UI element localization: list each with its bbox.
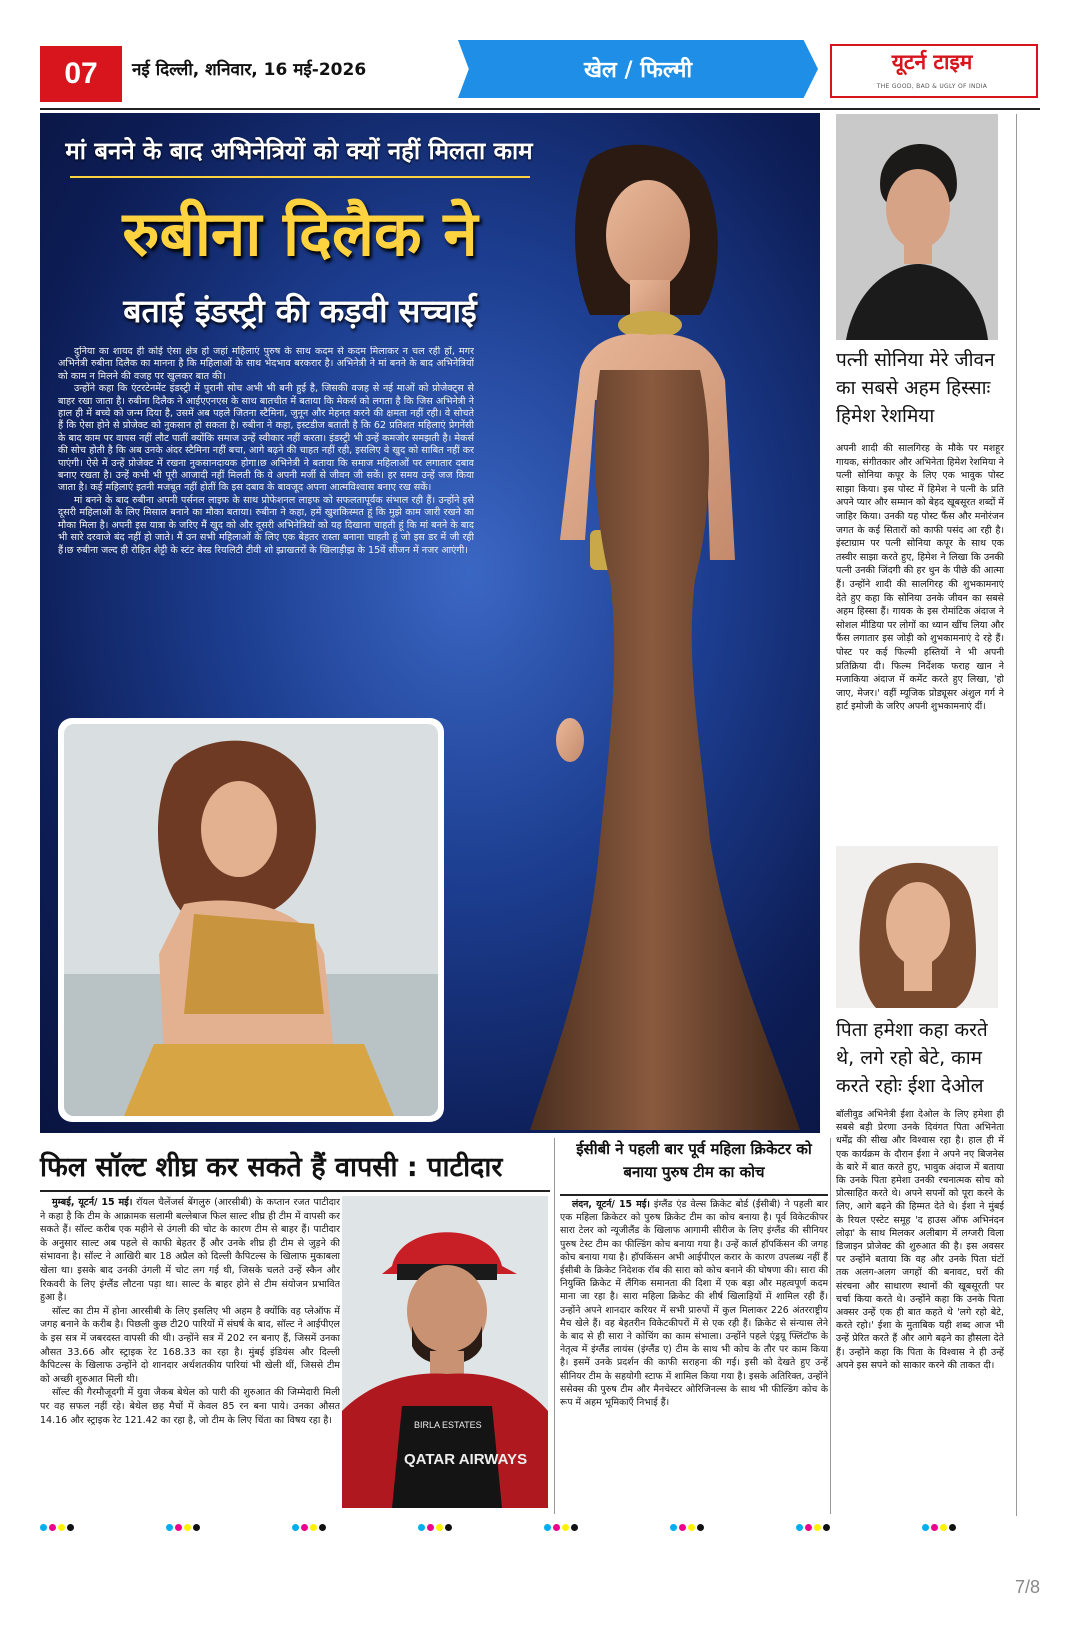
registration-dot-group: [40, 1524, 74, 1534]
registration-dot: [553, 1524, 560, 1531]
feature-paragraph: दुनिया का शायद ही कोई ऐसा क्षेत्र हो जहां महिलाएं पुरुष के साथ कदम से कदम मिलाकर न चल रही हों, मगर अभिनेत्री रुबीना दिलैक का मानना है कि महिलाओं के साथ भेदभाव बरकरार है। अभिनेत्री ने मां बनने के बाद अभिनेत्रियों को काम न मिलने की वजह पर खुलकर बात की।: [58, 346, 474, 382]
registration-dot: [823, 1524, 830, 1531]
jersey-brand: BIRLA ESTATES: [414, 1420, 482, 1430]
ecb-paragraph: [560, 1198, 828, 1409]
patidar-text: रॉयल चैलेंजर्स बेंगलुरु (आरसीबी) के कप्तान रजत पाटीदार ने कहा है कि टीम के आक्रामक सलामी बल्लेबाज फिल साल्ट शीघ्र ही टीम में वापसी कर सकते हैं। सॉल्ट करीब एक महीने से उंगली की चोट के कारण टीम से बाहर हैं। पाटीदार के अनुसार साल्ट अब पहले से काफी बेहतर हैं और उनके शीघ्र ही टीम से जुड़ने की संभावना है। सॉल्ट ने आखिरी बार 18 अप्रैल को दिल्ली कैपिटल्स के खिलाफ मुकाबला खेला था। इसके बाद उनकी उंगली में चोट लग गई थी, जिसके चलते उन्हें स्कैन और रिकवरी के लिए इंग्लैंड लौटना पड़ा था। साल्ट के बाहर होने से टीम संयोजन प्रभावित हुआ है।: [40, 1197, 340, 1304]
registration-dot: [679, 1524, 686, 1531]
patidar-paragraph: सॉल्ट की गैरमौजूदगी में युवा जैकब बेथेल को पारी की शुरुआत की जिम्मेदारी मिली पर वह सफल नहीं रहे। बेथेल छह मैचों में केवल 85 रन बना पाये। उनका औसत 14.16 और स्ट्राइक रेट 121.42 का रहा है, जो टीम के लिए चिंता का विषय रहा है।: [40, 1387, 340, 1426]
registration-dot: [445, 1524, 452, 1531]
registration-dot: [319, 1524, 326, 1531]
registration-dot: [922, 1524, 929, 1531]
registration-dot: [931, 1524, 938, 1531]
patidar-body: [40, 1196, 340, 1508]
esha-photo: [836, 846, 998, 1008]
header-divider: [40, 108, 1040, 110]
ecb-dateline: लंदन, यूटर्न/ 15 मई।: [572, 1199, 650, 1210]
himesh-headline: पत्नी सोनिया मेरे जीवन का सबसे अहम हिस्साः हिमेश रेशमिया: [836, 349, 995, 427]
himesh-photo: [836, 114, 998, 340]
patidar-headline-rule: [40, 1190, 550, 1192]
registration-dot: [814, 1524, 821, 1531]
masthead-tagline: THE GOOD, BAD & UGLY OF INDIA: [876, 82, 988, 90]
dateline: नई दिल्ली, शनिवार, 16 मई-2026: [132, 59, 367, 80]
registration-dot: [427, 1524, 434, 1531]
registration-dot: [562, 1524, 569, 1531]
registration-dot: [940, 1524, 947, 1531]
registration-dot: [193, 1524, 200, 1531]
registration-dot-group: [922, 1524, 956, 1534]
page-number: 07: [40, 46, 122, 102]
registration-dot: [544, 1524, 551, 1531]
ecb-body: [560, 1198, 828, 1510]
feature-paragraph: उन्होंने कहा कि एंटरटेनमेंट इंडस्ट्री में पुरानी सोच अभी भी बनी हुई है, जिसकी वजह से नई माओं को प्रोजेक्ट्स से बाहर रखा जाता है। रुबीना दिलैक ने आईएएनएस के साथ बातचीत में बताया कि मेकर्स को लगता है कि जिस अभिनेत्री ने हाल ही में बच्चे को जन्म दिया है, उसमें अब पहले जितना स्टैमिना, जुनून और मेहनत करने की क्षमता नहीं रही। वे सोचते हैं कि ऐसा होने से प्रोजेक्ट को नुकसान हो सकता है। रुबीना ने कहा, इस्टडीज बताती है कि 62 प्रतिशत महिलाएं प्रेगनेंसी के बाद काम पर वापस नहीं लौट पातीं क्योंकि समाज उन्हें स्वीकार नहीं करता। इंडस्ट्री भी उन्हें कमजोर समझती है। मेकर्स की सोच होती है कि अब उनके अंदर स्टैमिना नहीं बचा, आगे बढ़ने की चाहत नहीं रही, इसलिए वे खुद को साबित नहीं कर पाएंगी। ऐसे में उन्हें प्रोजेक्ट में रखना नुकसानदायक होगा।छ अभिनेत्री ने बताया कि समाज महिलाओं पर लगातार दबाव बनाए रखता है। उन्हें कभी भी पूरी आजादी नहीं मिलती कि वे अपनी मर्जी से जीवन जी सकें। हर समय उन्हें जज किया जाता है। कई महिलाएं इतनी मजबूत नहीं होतीं कि इस दबाव के बावजूद अपना आत्मविश्वास बनाए रख सकें।: [58, 383, 474, 494]
masthead-logo: यूटर्न टाइम: [891, 50, 973, 74]
ecb-headline: ईसीबी ने पहली बार पूर्व महिला क्रिकेटर को बनाया पुरुष टीम का कोच: [576, 1140, 812, 1181]
registration-dot: [796, 1524, 803, 1531]
registration-dot: [166, 1524, 173, 1531]
registration-dot: [418, 1524, 425, 1531]
registration-dot: [67, 1524, 74, 1531]
registration-dot-group: [418, 1524, 452, 1534]
jersey-sponsor: QATAR AIRWAYS: [404, 1451, 528, 1468]
feature-subheadline: बताई इंडस्ट्री की कड़वी सच्चाई: [123, 291, 477, 330]
column-divider: [554, 1138, 555, 1514]
registration-dot-group: [166, 1524, 200, 1534]
section-label: खेल / फिल्मी: [583, 58, 693, 83]
esha-body: बॉलीवुड अभिनेत्री ईशा देओल के लिए हमेशा ही सबसे बड़ी प्रेरणा उनके दिवंगत पिता अभिनेता धर्मेंद्र की सीख और विश्वास रहा है। हाल ही में एक कार्यक्रम के दौरान ईशा ने अपने नए बिजनेस के बारे में बात करते हुए, भावुक अंदाज में बताया कि उनके पिता हमेशा उनकी रचनात्मक सोच को प्रोत्साहित करते थे। अपने सपनों को पूरा करने के लिए, आगे बढ़ने की हिम्मत देते थे। ईशा ने मुंबई के रियल एस्टेट समूह 'द हाउस ऑफ अभिनंदन लोढ़ा' के साथ मिलकर अलीबाग में लग्जरी विला डिजाइन प्रोजेक्ट की शुरुआत की है। इस अवसर पर उन्होंने बताया कि वह और उनके पिता घंटों तक अलग-अलग जगहों की बनावट, घरों की संरचना और साधारण स्थानों की खूबसूरती पर चर्चा किया करते थे। उन्होंने कहा कि उनके पिता अक्सर उन्हें एक ही बात कहते थे 'लगे रहो बेटे, करते रहो।' ईशा के मुताबिक यही शब्द आज भी उन्हें प्रेरित करते हैं और आगे बढ़ने का हौसला देते हैं। उन्होंने कहा कि पिता के विश्वास ने ही उन्हें अपने इस सपने को साकार करने की ताकत दी।: [836, 1109, 1004, 1371]
registration-dot-group: [670, 1524, 704, 1534]
feature-headline: रुबीना दिलैक ने: [122, 197, 478, 270]
right-column-divider: [1016, 114, 1017, 1516]
patidar-paragraph: सॉल्ट का टीम में होना आरसीबी के लिए इसलिए भी अहम है क्योंकि वह प्लेऑफ में जगह बनाने के करीब है। पिछली कुछ टी20 पारियों में संघर्ष के बाद, सॉल्ट ने आईपीएल के इस सत्र में जबरदस्त वापसी की थी। उन्होंने सत्र में 202 रन बनाए हैं, जिसमें उनका औसत 33.66 और स्ट्राइक रेट 168.33 का रहा है। मुंबई इंडियंस और दिल्ली कैपिटल्स के खिलाफ उन्होंने दो शानदार अर्धशतकीय पारियां भी खेली थीं, जिससे टीम को अच्छी शुरुआत मिली थी।: [40, 1305, 340, 1385]
registration-dot-group: [292, 1524, 326, 1534]
registration-dot: [310, 1524, 317, 1531]
ecb-headline-rule: [560, 1194, 828, 1196]
registration-dot: [688, 1524, 695, 1531]
patidar-dateline: मुम्बई, यूटर्न/ 15 मई।: [52, 1197, 133, 1208]
kicker-underline: [70, 176, 530, 178]
column-divider: [830, 1138, 831, 1514]
registration-dot: [40, 1524, 47, 1531]
himesh-body: अपनी शादी की सालगिरह के मौके पर मशहूर गायक, संगीतकार और अभिनेता हिमेश रेशमिया ने पत्नी सोनिया कपूर के लिए एक भावुक पोस्ट साझा किया। इस पोस्ट में हिमेश ने पत्नी के प्रति अपने प्यार और सम्मान को बेहद खूबसूरत शब्दों में जाहिर किया। उनकी यह पोस्ट फैंस और मनोरंजन जगत के कई सितारों को काफी पसंद आ रही है। इंस्टाग्राम पर पत्नी सोनिया कपूर के साथ एक तस्वीर साझा करते हुए, हिमेश ने लिखा कि उनकी पत्नी उनकी जिंदगी की हर धुन के पीछे की आत्मा हैं। उन्होंने शादी की सालगिरह की शुभकामनाएं देते हुए कहा कि सोनिया उनके जीवन का सबसे अहम हिस्सा हैं। गायक के इस रोमांटिक अंदाज ने सोशल मीडिया पर लोगों का ध्यान खींच लिया और फैंस लगातार इस जोड़ी को शुभकामनाएं दे रहे हैं। पोस्ट पर कई फिल्मी हस्तियों ने भी अपनी प्रतिक्रिया दी। फिल्म निर्देशक फराह खान ने मजाकिया अंदाज में कमेंट करते हुए लिखा, 'हो जाए, मेजर।' वहीं म्यूजिक प्रोड्यूसर अंशुल गर्ग ने हार्ट इमोजी के जरिए अपनी शुभकामनाएं दीं।: [836, 443, 1004, 713]
registration-dot: [436, 1524, 443, 1531]
registration-dot: [175, 1524, 182, 1531]
registration-marks: [40, 1524, 1040, 1536]
registration-dot: [301, 1524, 308, 1531]
feature-paragraph: मां बनने के बाद रुबीना अपनी पर्सनल लाइफ के साथ प्रोफेशनल लाइफ को सफलतापूर्वक संभाल रही हैं। उन्होंने इसे दूसरी महिलाओं के लिए मिसाल बनाने का मौका बताया। रुबीना ने कहा, हमें खुशकिस्मत हूं कि मुझे काम जारी रखने का मौका मिला है। अपनी इस यात्रा के जरिए मैं खुद को और दूसरी अभिनेत्रियों को यह दिखाना चाहती हूं कि मां बनने के बाद भी सारे दरवाजे बंद नहीं हो जाते। मैं उन सभी महिलाओं के लिए एक बेहतर रास्ता बनाना चाहती हूं जो इस डर में जी रही हैं।छ रुबीना जल्द ही रोहित शेट्टी के स्टंट बेस्ड रियलिटी टीवी शो झ्राखतरों के खिलाड़ीझ्र के 15वें सीजन में नजर आएंगी।: [58, 494, 474, 556]
inset-actress-photo: [64, 724, 438, 1116]
registration-dot: [805, 1524, 812, 1531]
patidar-paragraph: [40, 1196, 340, 1305]
esha-headline: पिता हमेशा कहा करते थे, लगे रहो बेटे, काम करते रहोः ईशा देओल: [836, 1019, 988, 1097]
registration-dot-group: [796, 1524, 830, 1534]
registration-dot: [58, 1524, 65, 1531]
ecb-text: इंग्लैंड एंड वेल्स क्रिकेट बोर्ड (ईसीबी) ने पहली बार एक महिला क्रिकेटर को पुरुष क्रिकेट टीम का कोच बनाया है। पूर्व विकेटकीपर सारा टेलर को न्यूजीलैंड के खिलाफ आगामी सीरीज के लिए इंग्लैंड की सीनियर पुरुष टेस्ट टीम का फील्डिंग कोच बनाया गया है। उन्हें कार्ल हॉपकिंसन की जगह कोच बनाया गया है। हॉपकिंसन अभी आईपीएल करार के कारण उपलब्ध नहीं हैं ईसीबी के क्रिकेट निदेशक रॉब की सारा को कोच बनाने की घोषणा की। सारा की नियुक्ति क्रिकेट में लैंगिक समानता की दिशा में एक बड़ा और महत्वपूर्ण कदम माना जा रहा है। सारा महिला क्रिकेट की शीर्ष खिलाड़ियों में शामिल रही हैं। उन्होंने अपने शानदार करियर में सभी प्रारुपों में कुल मिलाकर 226 अंतरराष्ट्रीय मैच खेले हैं। वह बेहतरीन विकेटकीपरों में से एक रही हैं। क्रिकेट से संन्यास लेने के बाद से ही सारा ने कोचिंग का काम संभाला। उन्होंने पहले एंड्रयू फ्लिंटॉफ के नेतृत्व में इंग्लैंड लायंस (इंग्लैंड ए) टीम के साथ भी कोच के तौर पर काम किया है। इसमें उनके प्रदर्शन की काफी सराहना की गई। इसी को देखते हुए उन्हें सीनियर टीम के सहयोगी स्टाफ में शामिल किया गया है। इसके अतिरिक्त, उन्होंने ससेक्स की पुरुष टीम और मैनचेस्टर ओरिजिनल्स के साथ भी फील्डिंग कोच के रूप में अहम भूमिकाएँ निभाई हैं।: [560, 1199, 828, 1409]
page-indicator: 7/8: [1014, 1576, 1040, 1597]
feature-body: [58, 346, 474, 706]
feature-kicker: मां बनने के बाद अभिनेत्रियों को क्यों नहीं मिलता काम: [65, 136, 533, 165]
patidar-photo: [342, 1196, 548, 1508]
registration-dot: [571, 1524, 578, 1531]
registration-dot-group: [544, 1524, 578, 1534]
registration-dot: [49, 1524, 56, 1531]
registration-dot: [292, 1524, 299, 1531]
registration-dot: [697, 1524, 704, 1531]
registration-dot: [949, 1524, 956, 1531]
main-actress-photo: [470, 140, 800, 1130]
registration-dot: [184, 1524, 191, 1531]
registration-dot: [670, 1524, 677, 1531]
patidar-headline: फिल सॉल्ट शीघ्र कर सकते हैं वापसी : पाटीदार: [40, 1151, 503, 1183]
